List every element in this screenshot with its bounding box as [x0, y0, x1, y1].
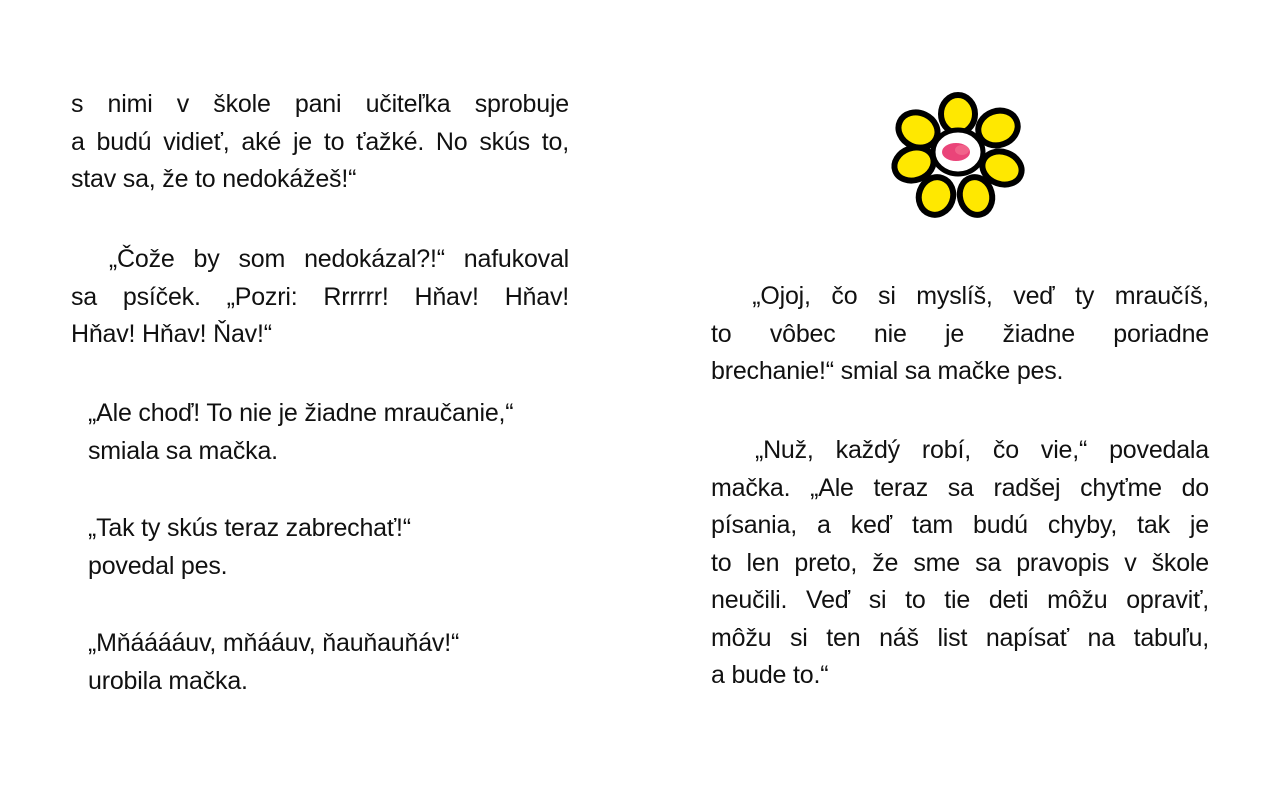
text-line: urobila mačka. [88, 666, 248, 695]
paragraph [71, 241, 569, 354]
text-line: písania, a keď tam budú chyby, tak je [711, 511, 1209, 539]
paragraph [711, 278, 1209, 391]
text-line: a budú vidieť, aké je to ťažké. No skús to, [71, 127, 569, 156]
text-line: povedal pes. [88, 551, 228, 580]
flower-petal [941, 95, 975, 133]
text-line: s nimi v škole pani učiteľka sprobuje [71, 90, 569, 118]
paragraph [88, 395, 608, 470]
text-line: brechanie!“ smial sa mačke pes. [711, 357, 1064, 385]
flower-icon [888, 92, 1028, 220]
text-line: „Čože by som nedokázal?!“ nafukoval [71, 245, 569, 273]
text-line: mačka. „Ale teraz sa radšej chyťme do [711, 473, 1209, 502]
text-line: smiala sa mačka. [88, 436, 278, 465]
text-line: a bude to.“ [711, 661, 829, 689]
paragraph [71, 86, 569, 199]
text-line: neučili. Veď si to tie deti môžu opraviť, [711, 586, 1209, 614]
text-line: „Mňááááuv, mňááuv, ňauňauňáv!“ [88, 629, 460, 657]
paragraph [88, 510, 608, 585]
paragraph [88, 625, 608, 700]
text-line: „Tak ty skús teraz zabrechať!“ [88, 514, 411, 542]
text-line: stav sa, že to nedokážeš!“ [71, 165, 357, 193]
text-line: sa psíček. „Pozri: Rrrrrr! Hňav! Hňav! [71, 282, 569, 311]
text-line: „Ojoj, čo si myslíš, veď ty mraučíš, [711, 282, 1209, 310]
text-line: Hňav! Hňav! Ňav!“ [71, 320, 272, 348]
text-line: to len preto, že sme sa pravopis v škole [711, 548, 1209, 577]
text-line: „Ale choď! To nie je žiadne mraučanie,“ [88, 399, 514, 427]
text-line: „Nuž, každý robí, čo vie,“ povedala [711, 436, 1209, 464]
text-line: môžu si ten náš list napísať na tabuľu, [711, 623, 1209, 652]
right-page [640, 0, 1280, 800]
text-line: to vôbec nie je žiadne poriadne [711, 319, 1209, 348]
paragraph [711, 432, 1209, 695]
